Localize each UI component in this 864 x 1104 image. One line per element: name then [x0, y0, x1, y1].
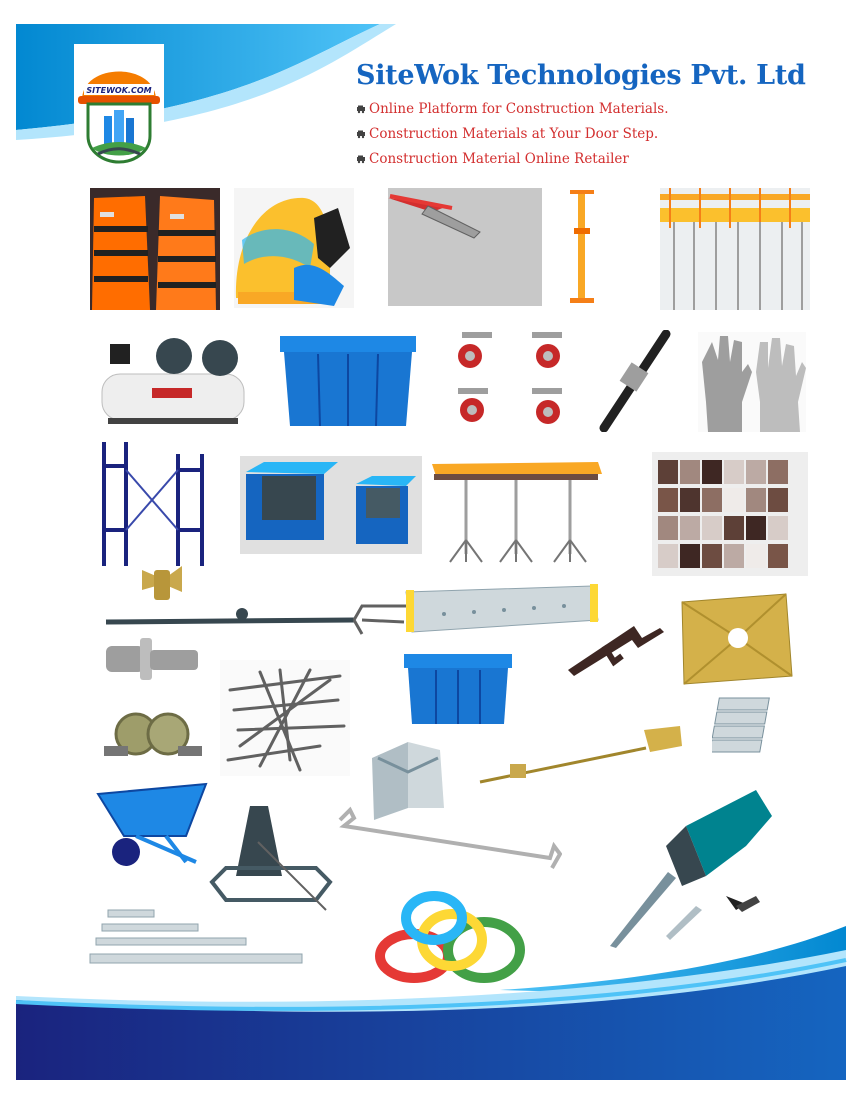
water-stopper-image [104, 632, 200, 688]
tagline-1 [356, 101, 669, 117]
anchor-plate-image [678, 592, 796, 686]
footer-swoosh [0, 920, 864, 1104]
plastic-mould-image [278, 334, 418, 428]
truck-icon [356, 154, 366, 164]
table-formwork-image [430, 458, 604, 566]
caster-wheels-image [456, 330, 572, 430]
formwork-system-image [660, 188, 810, 310]
scaffolding-frame-image [98, 440, 210, 570]
cube-moulds-image [240, 456, 422, 554]
clamp-image [564, 604, 666, 678]
company-name: SiteWok Technologies Pvt. Ltd [356, 60, 806, 91]
tile-samples-image [652, 452, 808, 576]
rebar-coupler-image [598, 330, 672, 432]
adjustable-prop-image [566, 188, 598, 306]
coupler-image [102, 706, 204, 764]
anchor-bolt-image [474, 724, 684, 788]
tagline-text: Construction Materials at Your Door Step. [369, 126, 659, 142]
logo-text: SITEWOK.COM [86, 86, 152, 95]
tagline-text: Construction Material Online Retailer [369, 151, 629, 167]
wing-nut-image [140, 560, 184, 602]
safety-gear-image [234, 188, 354, 308]
shuttering-hook-image [336, 806, 562, 870]
tagline-3 [356, 151, 629, 167]
hard-hat-logo-icon [74, 44, 164, 168]
air-compressor-image [100, 334, 248, 426]
sitewok-logo [74, 44, 164, 168]
safety-gloves-image [698, 332, 806, 432]
slump-cone-image [206, 802, 336, 916]
plastic-mould-2-image [402, 652, 514, 726]
nails-image [220, 660, 350, 776]
concrete-float-image [388, 188, 542, 306]
tagline-text: Online Platform for Construction Materials. [369, 101, 669, 117]
tagline-2 [356, 126, 658, 142]
steel-strips-image [712, 694, 776, 766]
truck-icon [356, 129, 366, 139]
wheelbarrow-image [96, 780, 212, 868]
truck-icon [356, 104, 366, 114]
safety-jackets-image [90, 188, 220, 310]
